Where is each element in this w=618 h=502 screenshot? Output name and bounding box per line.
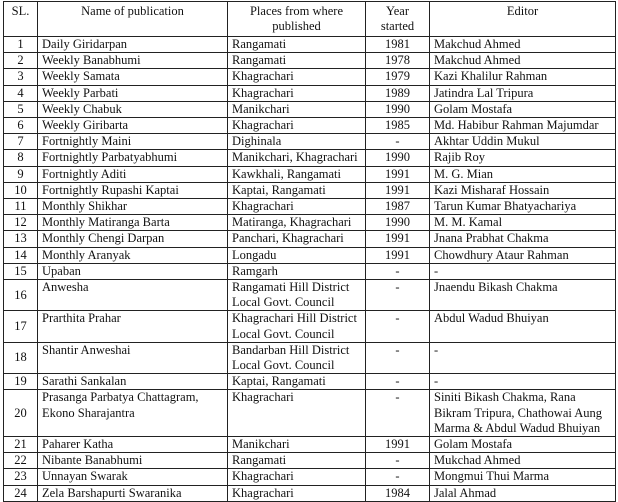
- editor-cell: Jnaendu Bikash Chakma: [430, 280, 616, 311]
- editor-cell: Tarun Kumar Bhatyachariya: [430, 199, 616, 215]
- editor-cell: Golam Mostafa: [430, 101, 616, 117]
- table-row: [4, 263, 616, 279]
- name-cell: Fortnightly Maini: [38, 134, 228, 150]
- year-cell: 1990: [366, 150, 430, 166]
- table-row: [4, 69, 616, 85]
- table-row: [4, 485, 616, 501]
- year-cell: -: [366, 311, 430, 342]
- name-cell: Prasanga Parbatya Chattagram, Ekono Sharajantra: [38, 390, 228, 437]
- place-cell: Khagrachari: [228, 469, 366, 485]
- place-cell: Manikchari, Khagrachari: [228, 150, 366, 166]
- name-cell: Weekly Samata: [38, 69, 228, 85]
- sl-cell: 23: [4, 469, 38, 485]
- editor-cell: Makchud Ahmed: [430, 53, 616, 69]
- sl-cell: 16: [4, 280, 38, 311]
- name-cell: Paharer Katha: [38, 437, 228, 453]
- year-cell: 1987: [366, 199, 430, 215]
- table-row: [4, 469, 616, 485]
- sl-cell: 15: [4, 263, 38, 279]
- table-row: [4, 374, 616, 390]
- editor-cell: Mongmui Thui Marma: [430, 469, 616, 485]
- sl-cell: 17: [4, 311, 38, 342]
- name-cell: Fortnightly Aditi: [38, 166, 228, 182]
- place-cell: Khagrachari: [228, 69, 366, 85]
- sl-cell: 11: [4, 199, 38, 215]
- header-editor: Editor: [430, 2, 616, 37]
- table-row: [4, 199, 616, 215]
- sl-cell: 5: [4, 101, 38, 117]
- publications-table: [3, 1, 616, 502]
- sl-cell: 13: [4, 231, 38, 247]
- place-cell: Khagrachari: [228, 485, 366, 501]
- editor-cell: Siniti Bikash Chakma, Rana Bikram Tripura, Chathowai Aung Marma & Abdul Wadud Bhuiyan: [430, 390, 616, 437]
- table-row: [4, 342, 616, 373]
- editor-cell: Jatindra Lal Tripura: [430, 85, 616, 101]
- year-cell: -: [366, 134, 430, 150]
- place-cell: Bandarban Hill District Local Govt. Council: [228, 342, 366, 373]
- place-cell: Rangamati: [228, 37, 366, 53]
- year-cell: 1984: [366, 485, 430, 501]
- place-cell: Manikchari: [228, 101, 366, 117]
- sl-cell: 19: [4, 374, 38, 390]
- year-cell: -: [366, 469, 430, 485]
- place-cell: Dighinala: [228, 134, 366, 150]
- place-cell: Panchari, Khagrachari: [228, 231, 366, 247]
- editor-cell: -: [430, 342, 616, 373]
- year-cell: 1991: [366, 182, 430, 198]
- table-row: [4, 118, 616, 134]
- editor-cell: Md. Habibur Rahman Majumdar: [430, 118, 616, 134]
- sl-cell: 8: [4, 150, 38, 166]
- place-cell: Manikchari: [228, 437, 366, 453]
- sl-cell: 10: [4, 182, 38, 198]
- place-cell: Rangamati: [228, 53, 366, 69]
- table-row: [4, 215, 616, 231]
- table-row: [4, 247, 616, 263]
- editor-cell: Mukchad Ahmed: [430, 453, 616, 469]
- year-cell: 1991: [366, 437, 430, 453]
- editor-cell: -: [430, 263, 616, 279]
- sl-cell: 4: [4, 85, 38, 101]
- name-cell: Monthly Matiranga Barta: [38, 215, 228, 231]
- name-cell: Shantir Anweshai: [38, 342, 228, 373]
- table-row: [4, 85, 616, 101]
- sl-cell: 18: [4, 342, 38, 373]
- name-cell: Daily Giridarpan: [38, 37, 228, 53]
- table-row: [4, 53, 616, 69]
- year-cell: 1985: [366, 118, 430, 134]
- name-cell: Monthly Aranyak: [38, 247, 228, 263]
- year-cell: -: [366, 390, 430, 437]
- year-cell: -: [366, 263, 430, 279]
- year-cell: 1991: [366, 231, 430, 247]
- sl-cell: 22: [4, 453, 38, 469]
- sl-cell: 14: [4, 247, 38, 263]
- place-cell: Khagrachari: [228, 199, 366, 215]
- editor-cell: Abdul Wadud Bhuiyan: [430, 311, 616, 342]
- table-row: [4, 101, 616, 117]
- place-cell: Khagrachari: [228, 390, 366, 437]
- sl-cell: 3: [4, 69, 38, 85]
- name-cell: Fortnightly Rupashi Kaptai: [38, 182, 228, 198]
- name-cell: Weekly Parbati: [38, 85, 228, 101]
- year-cell: 1978: [366, 53, 430, 69]
- place-cell: Khagrachari: [228, 118, 366, 134]
- year-cell: 1989: [366, 85, 430, 101]
- header-sl: SL.: [4, 2, 38, 37]
- table-row: [4, 311, 616, 342]
- name-cell: Prarthita Prahar: [38, 311, 228, 342]
- name-cell: Upaban: [38, 263, 228, 279]
- header-place: Places from where published: [228, 2, 366, 37]
- header-row: [4, 2, 616, 37]
- sl-cell: 7: [4, 134, 38, 150]
- editor-cell: Akhtar Uddin Mukul: [430, 134, 616, 150]
- year-cell: -: [366, 374, 430, 390]
- year-cell: -: [366, 342, 430, 373]
- table-row: [4, 231, 616, 247]
- editor-cell: Kazi Misharaf Hossain: [430, 182, 616, 198]
- table-row: [4, 150, 616, 166]
- table-row: [4, 453, 616, 469]
- name-cell: Nibante Banabhumi: [38, 453, 228, 469]
- header-year: Year started: [366, 2, 430, 37]
- sl-cell: 12: [4, 215, 38, 231]
- header-name: Name of publication: [38, 2, 228, 37]
- place-cell: Khagrachari Hill District Local Govt. Council: [228, 311, 366, 342]
- editor-cell: Jalal Ahmad: [430, 485, 616, 501]
- year-cell: 1990: [366, 101, 430, 117]
- table-row: [4, 134, 616, 150]
- editor-cell: -: [430, 374, 616, 390]
- editor-cell: M. G. Mian: [430, 166, 616, 182]
- year-cell: -: [366, 280, 430, 311]
- table-row: [4, 437, 616, 453]
- year-cell: 1990: [366, 215, 430, 231]
- editor-cell: M. M. Kamal: [430, 215, 616, 231]
- sl-cell: 9: [4, 166, 38, 182]
- name-cell: Anwesha: [38, 280, 228, 311]
- editor-cell: Rajib Roy: [430, 150, 616, 166]
- table-row: [4, 37, 616, 53]
- sl-cell: 21: [4, 437, 38, 453]
- place-cell: Rangamati Hill District Local Govt. Council: [228, 280, 366, 311]
- sl-cell: 24: [4, 485, 38, 501]
- name-cell: Weekly Banabhumi: [38, 53, 228, 69]
- name-cell: Zela Barshapurti Swaranika: [38, 485, 228, 501]
- sl-cell: 2: [4, 53, 38, 69]
- place-cell: Kaptai, Rangamati: [228, 182, 366, 198]
- year-cell: -: [366, 453, 430, 469]
- year-cell: 1981: [366, 37, 430, 53]
- editor-cell: Chowdhury Ataur Rahman: [430, 247, 616, 263]
- place-cell: Matiranga, Khagrachari: [228, 215, 366, 231]
- year-cell: 1991: [366, 247, 430, 263]
- sl-cell: 6: [4, 118, 38, 134]
- name-cell: Sarathi Sankalan: [38, 374, 228, 390]
- name-cell: Weekly Chabuk: [38, 101, 228, 117]
- name-cell: Fortnightly Parbatyabhumi: [38, 150, 228, 166]
- place-cell: Kawkhali, Rangamati: [228, 166, 366, 182]
- place-cell: Longadu: [228, 247, 366, 263]
- editor-cell: Makchud Ahmed: [430, 37, 616, 53]
- sl-cell: 20: [4, 390, 38, 437]
- table-row: [4, 182, 616, 198]
- name-cell: Monthly Shikhar: [38, 199, 228, 215]
- editor-cell: Golam Mostafa: [430, 437, 616, 453]
- year-cell: 1991: [366, 166, 430, 182]
- place-cell: Rangamati: [228, 453, 366, 469]
- table-row: [4, 280, 616, 311]
- sl-cell: 1: [4, 37, 38, 53]
- name-cell: Weekly Giribarta: [38, 118, 228, 134]
- place-cell: Kaptai, Rangamati: [228, 374, 366, 390]
- editor-cell: Kazi Khalilur Rahman: [430, 69, 616, 85]
- table-row: [4, 390, 616, 437]
- place-cell: Khagrachari: [228, 85, 366, 101]
- name-cell: Unnayan Swarak: [38, 469, 228, 485]
- year-cell: 1979: [366, 69, 430, 85]
- place-cell: Ramgarh: [228, 263, 366, 279]
- editor-cell: Jnana Prabhat Chakma: [430, 231, 616, 247]
- table-row: [4, 166, 616, 182]
- name-cell: Monthly Chengi Darpan: [38, 231, 228, 247]
